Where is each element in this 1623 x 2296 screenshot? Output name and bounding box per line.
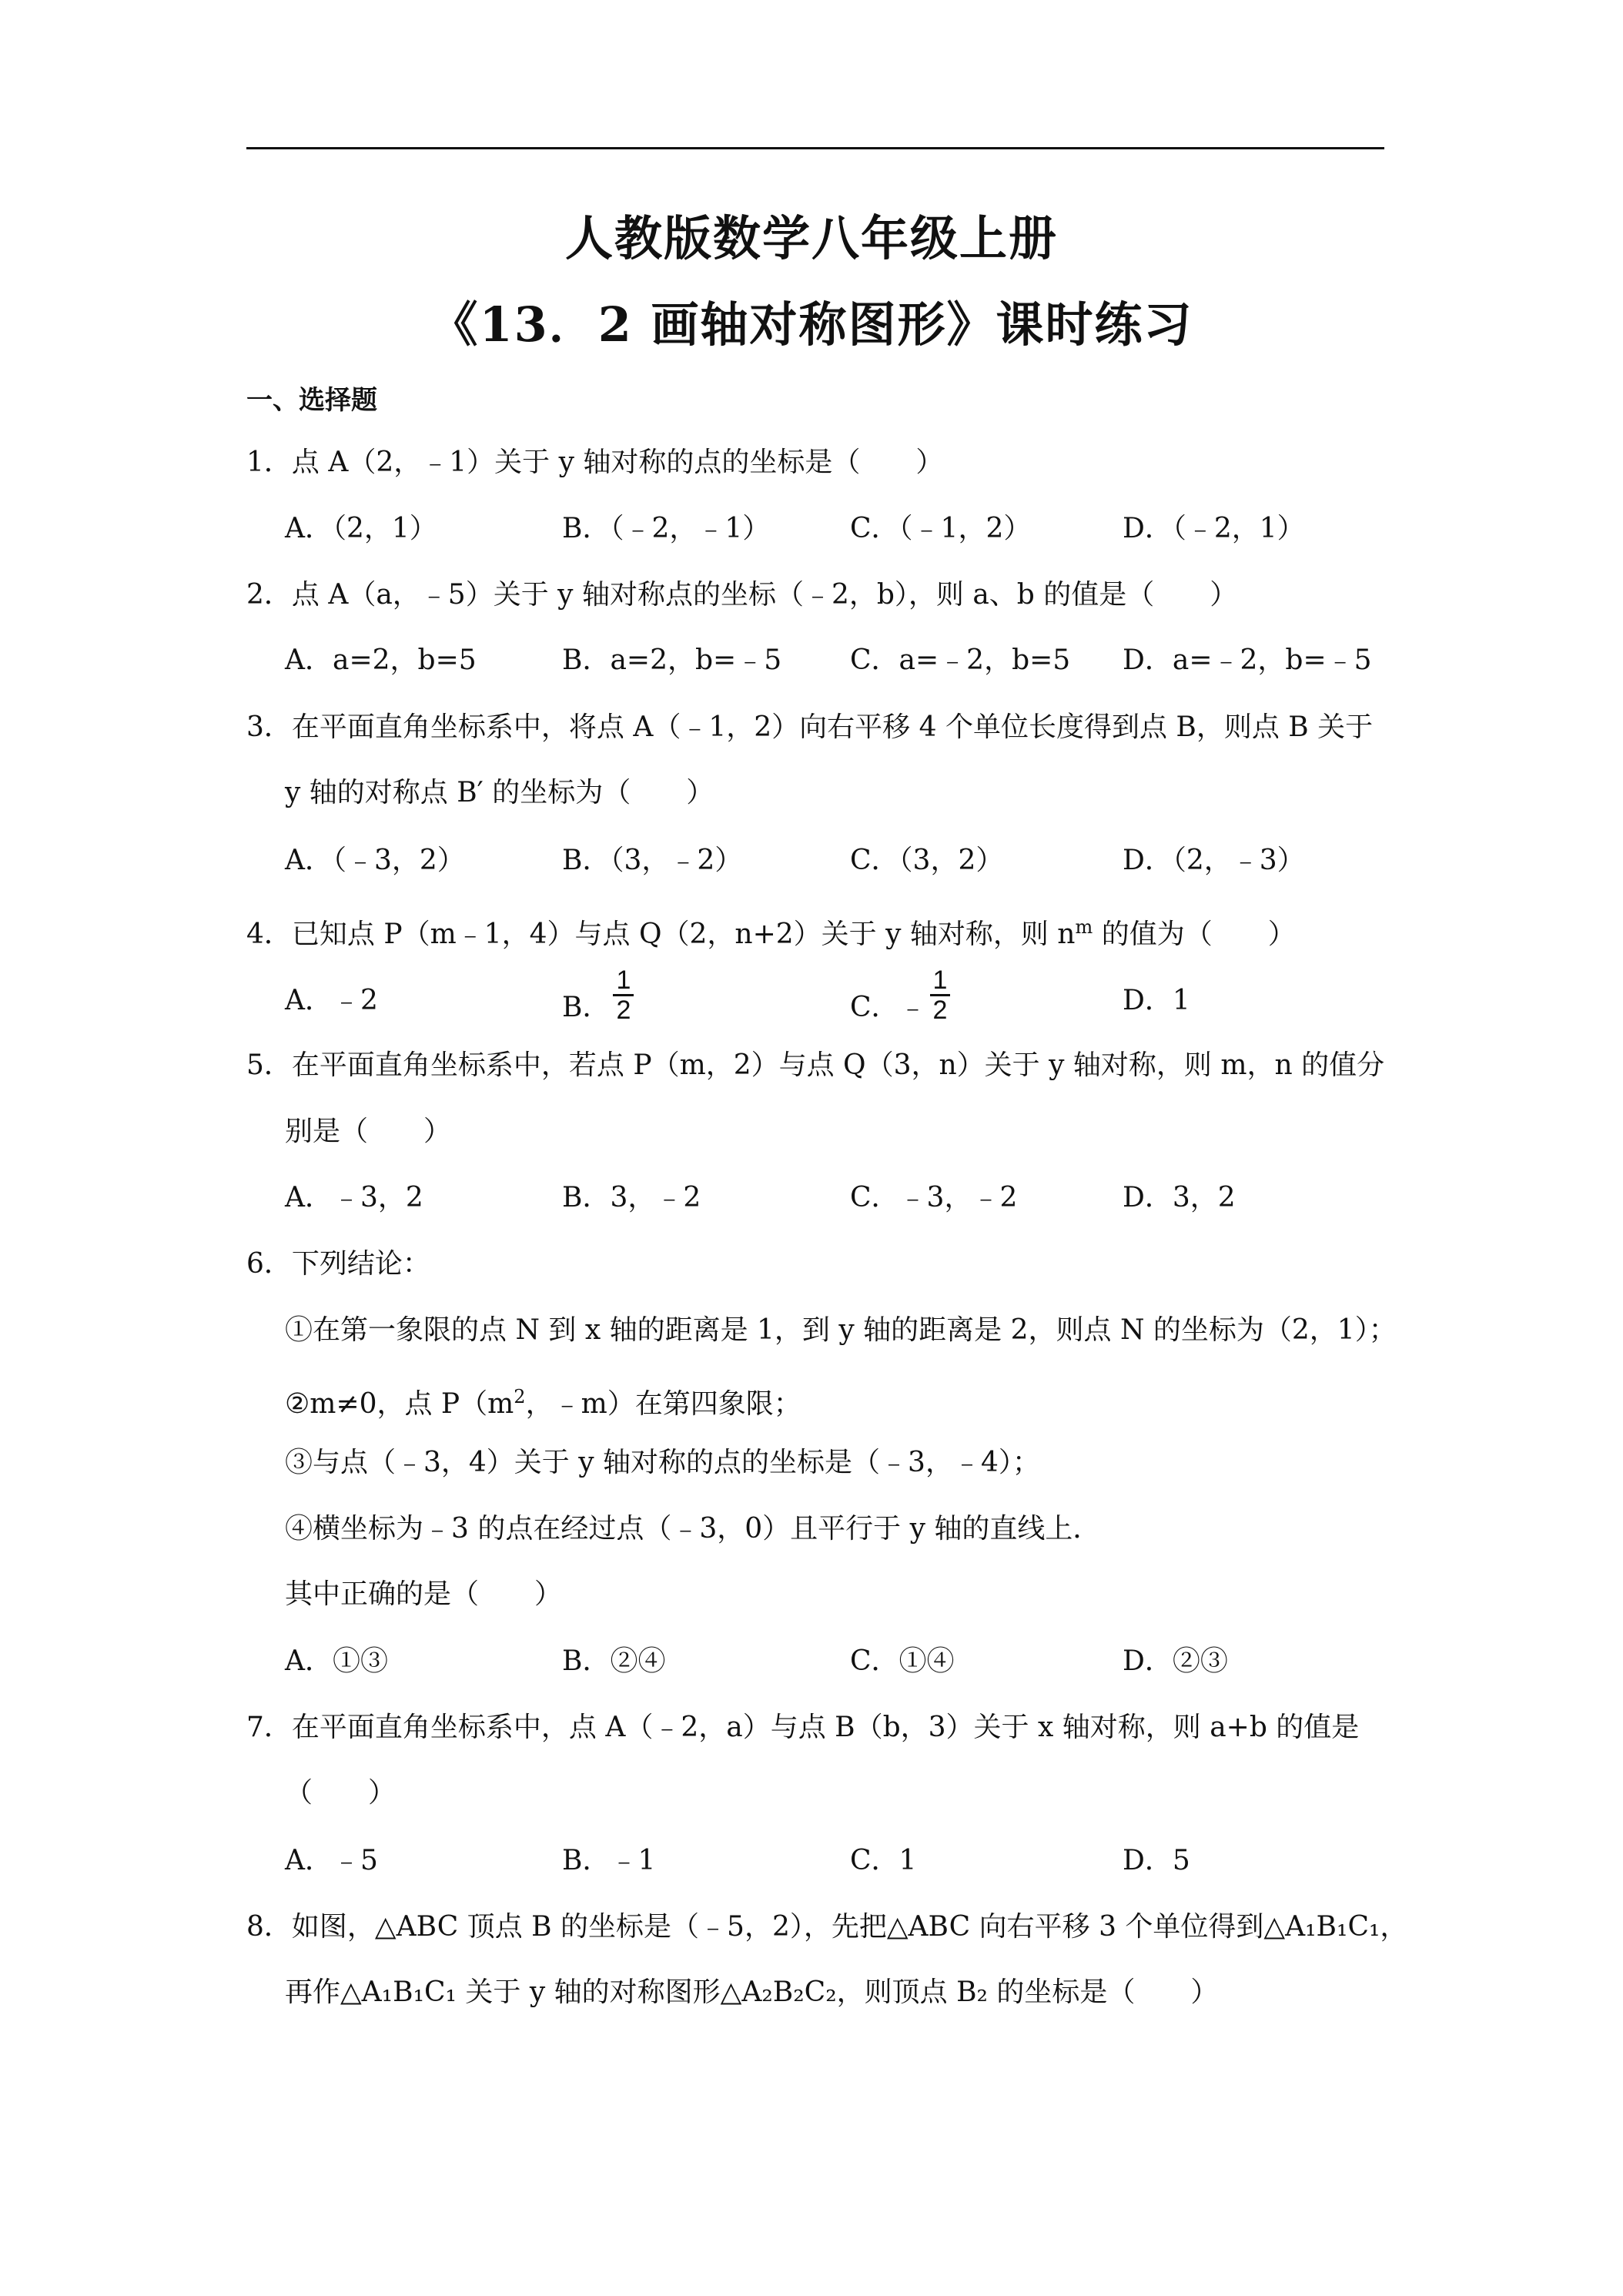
fraction-numerator: 1 (613, 966, 634, 996)
question-5-stem-line2: 别是（ ） (285, 1116, 452, 1147)
question-5-stem-line1: 5．在平面直角坐标系中，若点 P（m，2）与点 Q（3，n）关于 y 轴对称，则 m，n 的值分 (246, 1049, 1385, 1081)
fraction-denominator: 2 (932, 996, 948, 1025)
question-4-stem (246, 906, 1296, 956)
option-b: B．3，﹣2 (562, 1182, 701, 1213)
option-b-label: B． (562, 991, 611, 1023)
option-c: C．（﹣1，2） (850, 513, 1032, 544)
section-heading: 一、选择题 (246, 385, 377, 416)
page-title: 人教版数学八年级上册 (564, 210, 1058, 266)
question-2-stem: 2．点 A（a，﹣5）关于 y 轴对称点的坐标（﹣2，b），则 a、b 的值是（ ） (246, 579, 1238, 611)
question-4-stem-text: 4．已知点 P（m﹣1，4）与点 Q（2，n+2）关于 y 轴对称，则 n (246, 919, 1076, 950)
question-4-options (285, 966, 1409, 1036)
option-a: A．（﹣3，2） (285, 845, 465, 876)
exponent: 2 (514, 1386, 526, 1407)
statement-3: ③与点（﹣3，4）关于 y 轴对称的点的坐标是（﹣3，﹣4）； (285, 1447, 1040, 1478)
header-rule (246, 147, 1384, 149)
question-8-stem-line2: 再作△A₁B₁C₁ 关于 y 轴的对称图形△A₂B₂C₂，则顶点 B₂ 的坐标是（ ） (285, 1976, 1219, 2008)
option-a: A．①③ (285, 1645, 388, 1677)
option-a: A．﹣3，2 (285, 1182, 423, 1213)
fraction (930, 966, 951, 1024)
question-4-stem-tail: 的值为（ ） (1093, 919, 1296, 950)
fraction-denominator: 2 (616, 996, 631, 1025)
fraction (613, 966, 634, 1024)
fraction-numerator: 1 (930, 966, 951, 996)
statement-1: ①在第一象限的点 N 到 x 轴的距离是 1，到 y 轴的距离是 2，则点 N 的坐标为（2，1）； (285, 1314, 1397, 1346)
question-6-stem: 6．下列结论： (246, 1248, 430, 1280)
option-a: A．﹣5 (285, 1845, 378, 1876)
option-b: B．a=2，b=﹣5 (562, 644, 782, 676)
option-b: B．（﹣2，﹣1） (562, 513, 771, 544)
option-a: A．（2，1） (285, 513, 437, 544)
question-6-ask: 其中正确的是（ ） (285, 1578, 563, 1610)
option-c: C．﹣3，﹣2 (850, 1182, 1018, 1213)
statement-4: ④横坐标为﹣3 的点在经过点（﹣3，0）且平行于 y 轴的直线上． (285, 1513, 1101, 1545)
question-7-stem-line1: 7．在平面直角坐标系中，点 A（﹣2，a）与点 B（b，3）关于 x 轴对称，则 a+b 的值是 (246, 1712, 1360, 1743)
option-d: D．a=﹣2，b=﹣5 (1123, 644, 1372, 676)
option-b (562, 966, 634, 1024)
question-8-stem-line1: 8．如图，△ABC 顶点 B 的坐标是（﹣5，2），先把△ABC 向右平移 3 个单位得到△A₁B₁C₁， (246, 1911, 1408, 1943)
option-c: C．1 (850, 1845, 917, 1876)
option-c: C．（3，2） (850, 845, 1004, 876)
option-d: D．（2，﹣3） (1123, 845, 1305, 876)
option-c: C．①④ (850, 1645, 955, 1677)
statement-2-text: ②m≠0，点 P（m (285, 1388, 514, 1420)
option-d: D．3，2 (1123, 1182, 1236, 1213)
option-b: B．﹣1 (562, 1845, 656, 1876)
question-1-stem: 1．点 A（2，﹣1）关于 y 轴对称的点的坐标是（ ） (246, 447, 944, 478)
question-3-stem-line2: y 轴的对称点 B′ 的坐标为（ ） (285, 777, 714, 808)
option-a: A．﹣2 (285, 985, 378, 1016)
option-d: D．1 (1123, 985, 1190, 1016)
option-b: B．（3，﹣2） (562, 845, 743, 876)
option-c-label: C．﹣ (850, 991, 927, 1023)
option-a: A．a=2，b=5 (285, 644, 477, 676)
option-b: B．②④ (562, 1645, 666, 1677)
exponent: m (1075, 916, 1093, 938)
page-subtitle: 《13．2 画轴对称图形》课时练习 (430, 296, 1193, 353)
option-d: D．5 (1123, 1845, 1190, 1876)
option-d: D．（﹣2，1） (1123, 513, 1305, 544)
option-c: C．a=﹣2，b=5 (850, 644, 1071, 676)
option-c (850, 966, 950, 1024)
question-3-stem-line1: 3．在平面直角坐标系中，将点 A（﹣1，2）向右平移 4 个单位长度得到点 B，则点 B 关于 (246, 711, 1374, 743)
statement-2 (285, 1376, 801, 1425)
statement-2-tail: ，﹣m）在第四象限； (525, 1388, 801, 1420)
question-7-stem-line2: （ ） (285, 1777, 397, 1809)
option-d: D．②③ (1123, 1645, 1228, 1677)
